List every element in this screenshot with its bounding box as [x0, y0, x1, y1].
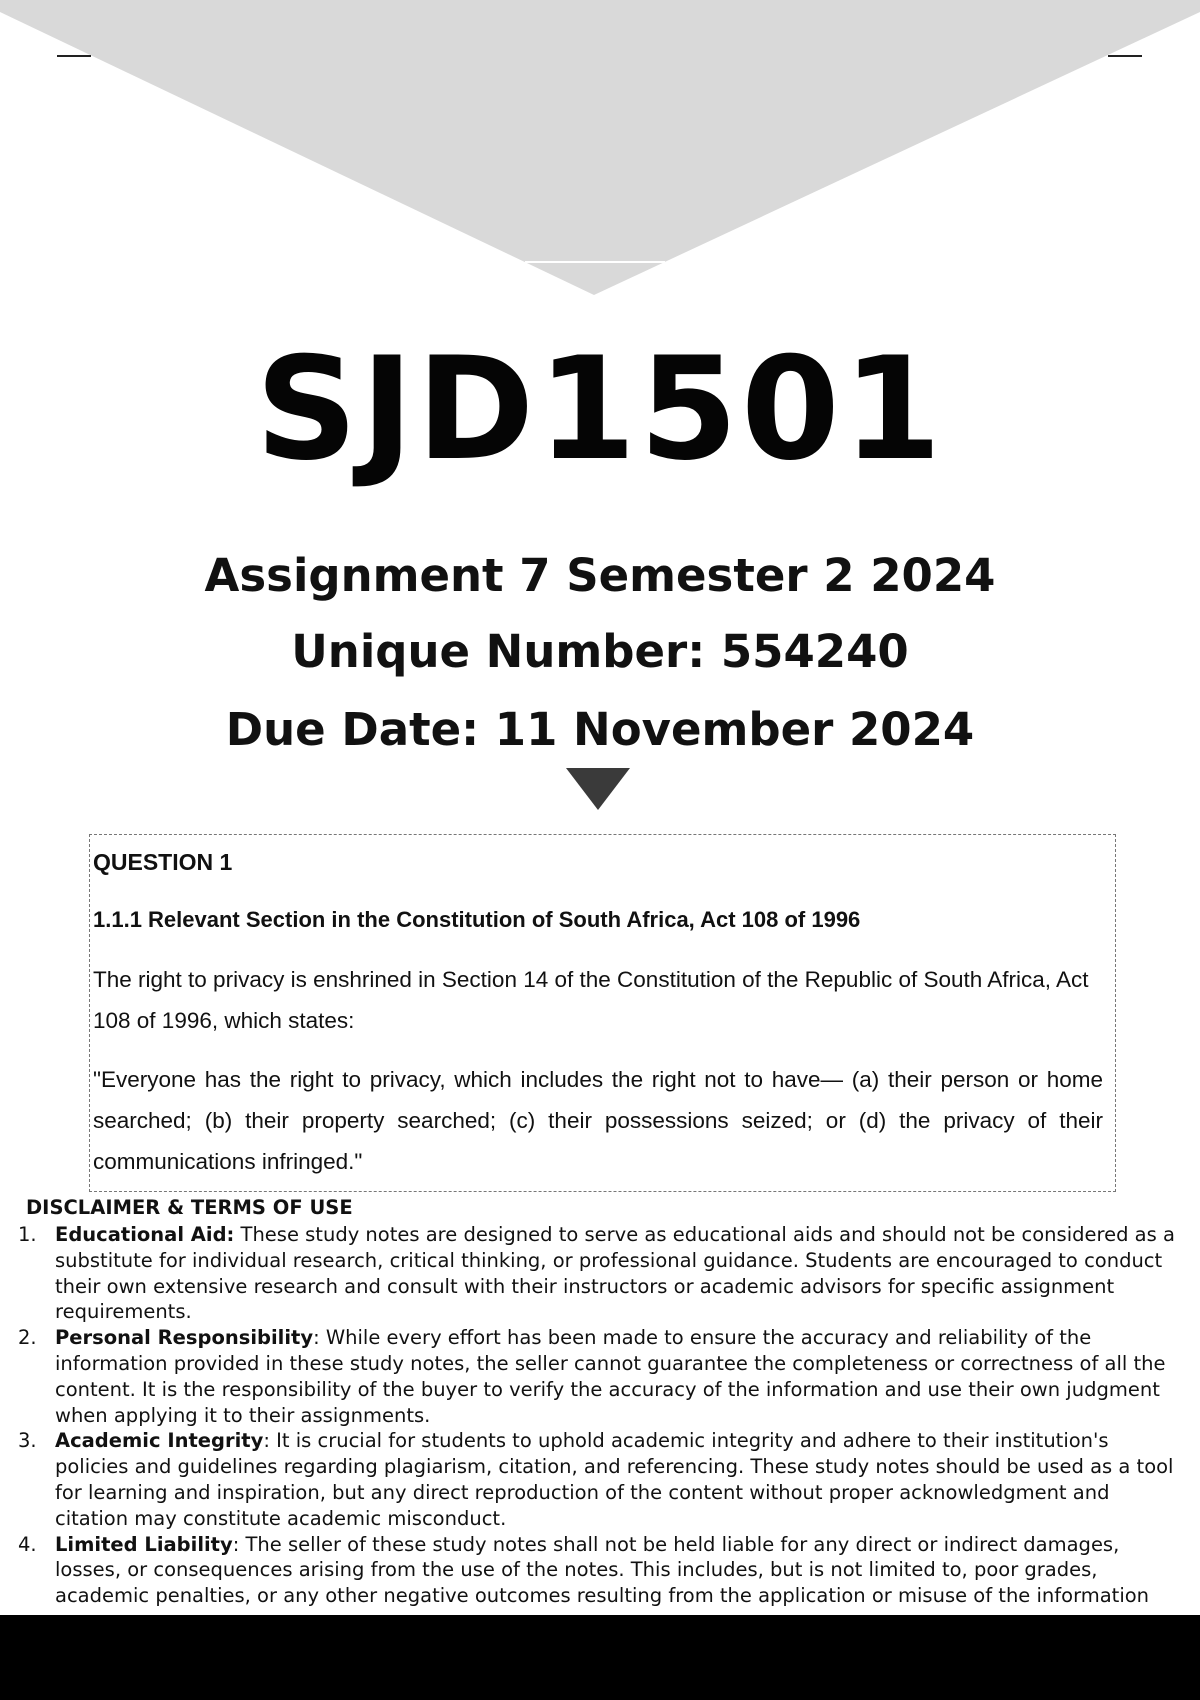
question-heading: QUESTION 1 — [93, 849, 233, 875]
corner-rule-left — [57, 55, 91, 57]
unique-number-line: Unique Number: 554240 — [291, 625, 909, 678]
disclaimer-item — [0, 1532, 1200, 1609]
disclaimer-item-number: 2. — [18, 1326, 37, 1350]
disclaimer-item-text: : While every effort has been made to ensure the accuracy and reliability of the information provided in these study notes, the seller cannot guarantee the completeness or correctness of all the content. It is the responsibility of the buyer to verify the accuracy of the information and use their own judgment when applying it to their assignments. — [55, 1326, 1166, 1427]
question-paragraph: The right to privacy is enshrined in Section 14 of the Constitution of the Republic of South Africa, Act 108 of 1996, which states: — [93, 967, 1089, 1033]
due-date-line: Due Date: 11 November 2024 — [225, 703, 975, 756]
assignment-line: Assignment 7 Semester 2 2024 — [204, 549, 996, 602]
disclaimer-item-term: Limited Liability — [55, 1532, 233, 1556]
disclaimer-item-number: 3. — [18, 1429, 37, 1453]
disclaimer-item — [0, 1222, 1200, 1325]
footer-bar — [0, 1615, 1200, 1700]
disclaimer-item-term: Academic Integrity — [55, 1429, 264, 1453]
disclaimer-item-text: : The seller of these study notes shall not be held liable for any direct or indirect damages, losses, or consequences arising from the use of the notes. This includes, but is not limited to, poor grades, academic penalties, or any other negative outcomes resulting from the application or misuse of the information — [55, 1532, 1150, 1608]
question-preview-box — [89, 834, 1116, 1192]
disclaimer-title: DISCLAIMER & TERMS OF USE — [26, 1196, 353, 1219]
disclaimer-item-text: These study notes are designed to serve as educational aids and should not be considered as a substitute for individual research, critical thinking, or professional guidance. Students are encouraged to conduct their own extensive research and consult with their instructors or academic advisors for specific assignment requirements. — [55, 1223, 1175, 1324]
corner-rule-right — [1108, 55, 1142, 57]
down-triangle-icon — [566, 768, 630, 810]
banner-chevron-shape — [0, 0, 1200, 295]
disclaimer-item-term: Educational Aid: — [55, 1223, 235, 1246]
disclaimer-item-number: 4. — [18, 1532, 37, 1556]
disclaimer-item-number: 1. — [18, 1223, 37, 1246]
disclaimer-item — [0, 1325, 1200, 1428]
question-subheading: 1.1.1 Relevant Section in the Constitution of South Africa, Act 108 of 1996 — [93, 907, 861, 932]
disclaimer-list — [0, 1222, 1200, 1609]
disclaimer-item-term: Personal Responsibility — [55, 1326, 314, 1350]
constitution-quote: "Everyone has the right to privacy, which includes the right not to have— (a) their person or home searched; (b) their property searched; (c) their possessions seized; or (d) the privacy of their communications infringed." — [93, 1067, 1103, 1174]
top-chevron-banner — [0, 0, 1200, 300]
disclaimer-item — [0, 1428, 1200, 1531]
disclaimer-item-text: : It is crucial for students to uphold academic integrity and adhere to their institution's policies and guidelines regarding plagiarism, citation, and referencing. These study notes should be used as a tool for learning and inspiration, but any direct reproduction of the content without proper acknowledgment and citation may constitute academic misconduct. — [55, 1429, 1174, 1530]
course-code-title: SJD1501 — [255, 327, 945, 492]
